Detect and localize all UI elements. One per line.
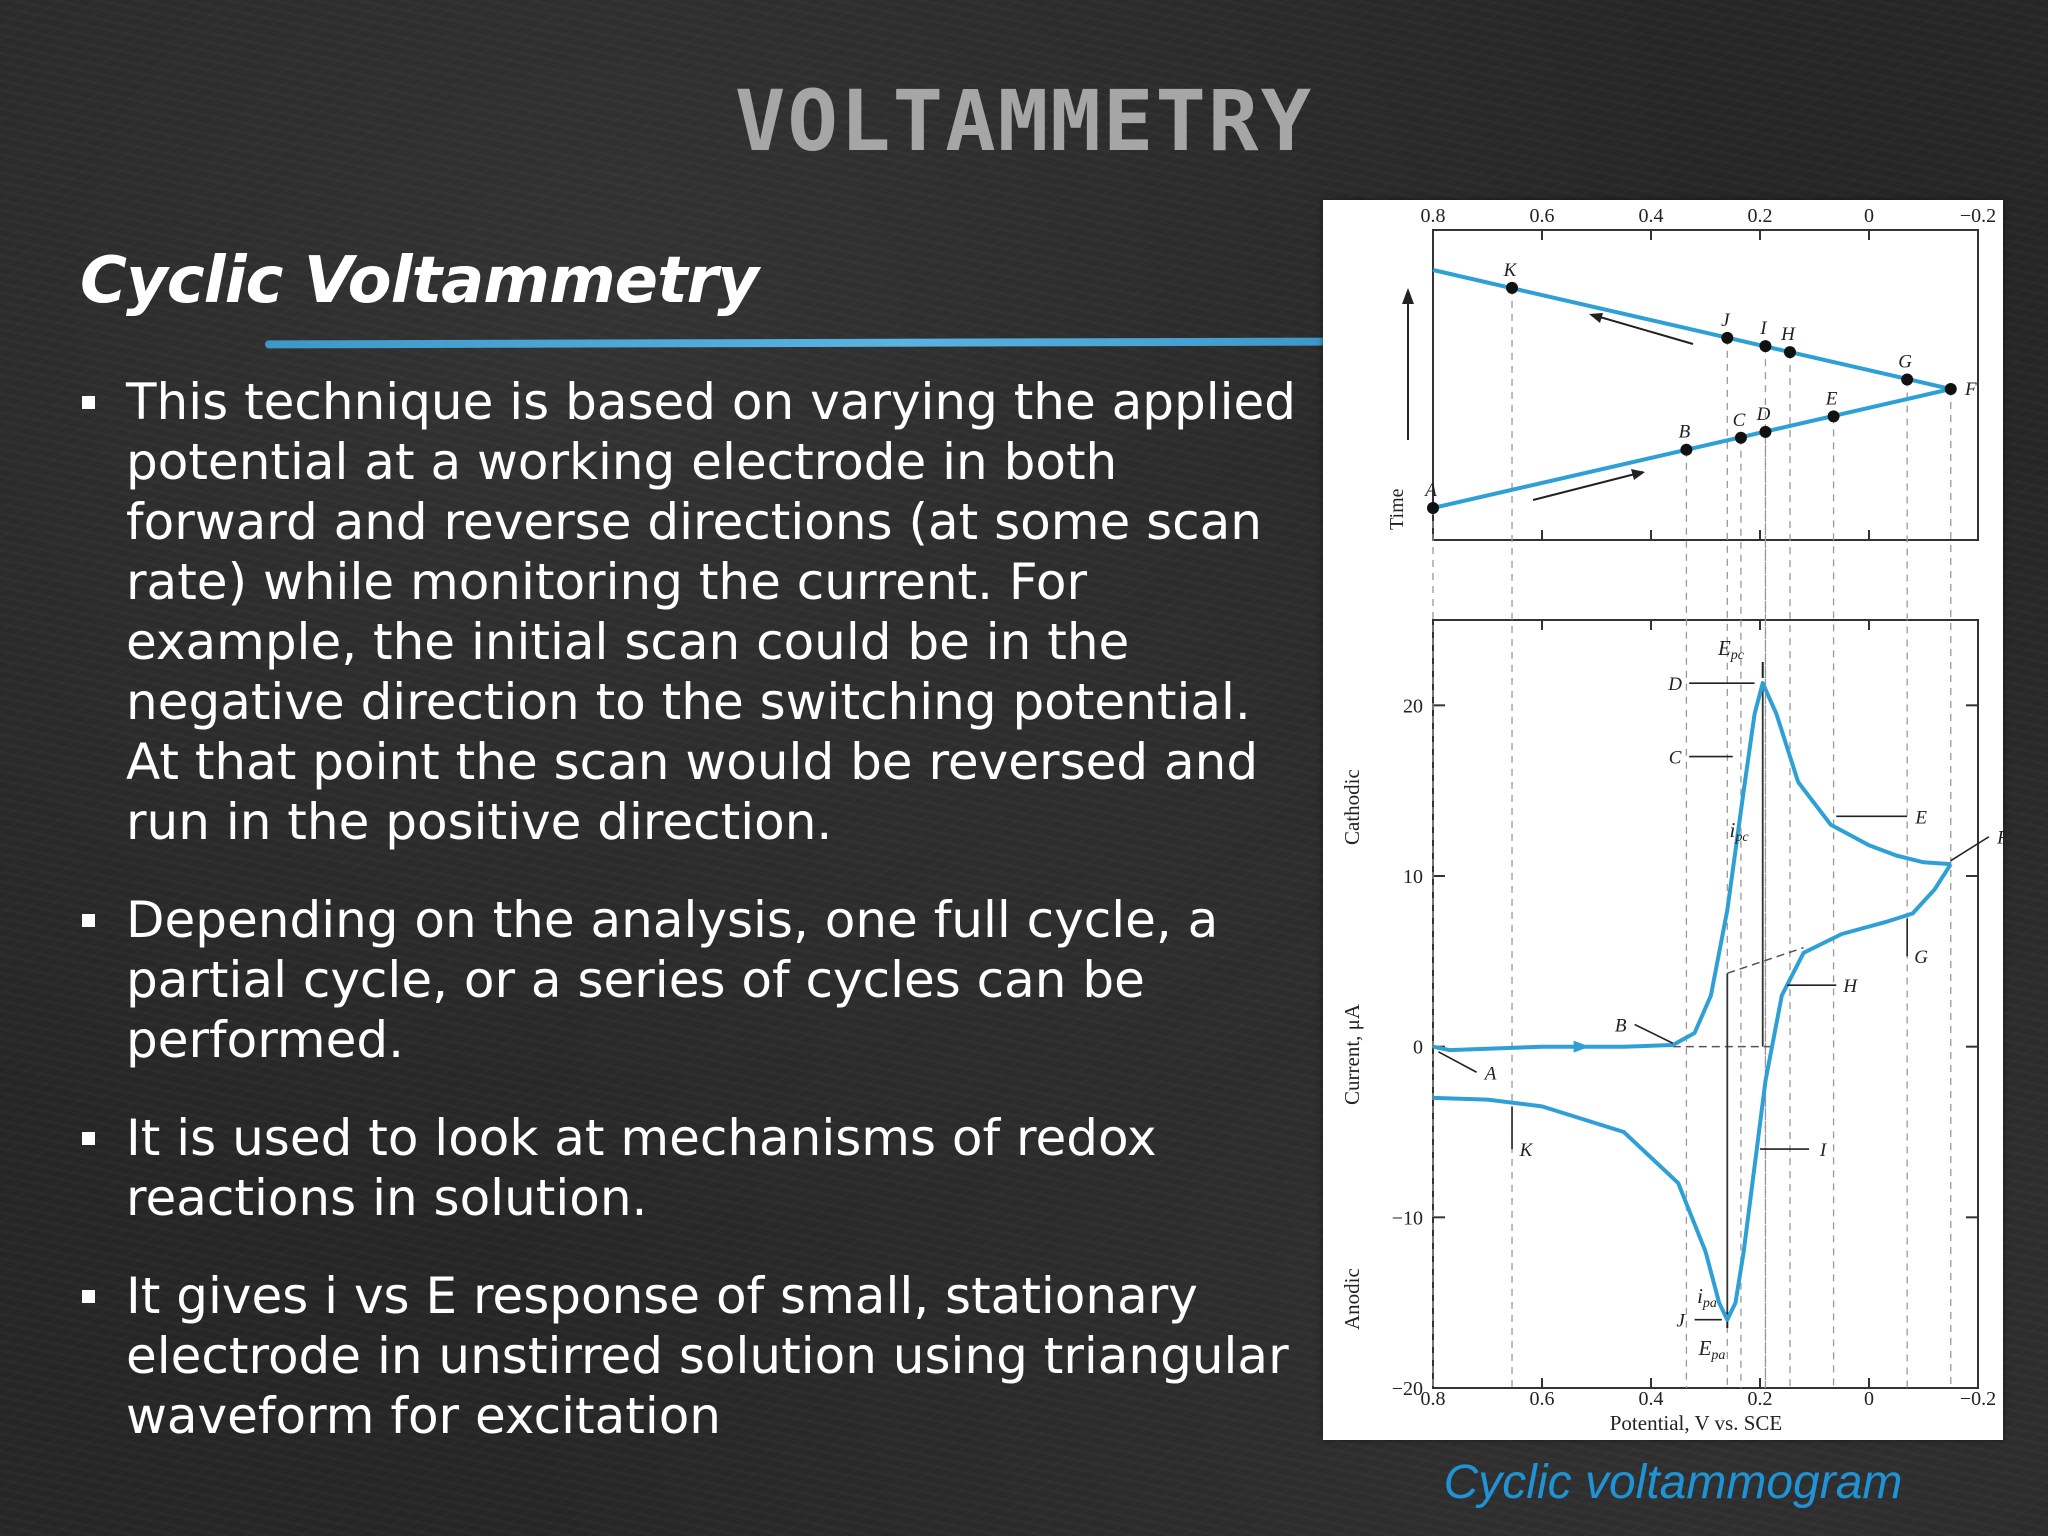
y-tick-label: 0 (1413, 1036, 1423, 1059)
bullet-item (80, 1108, 1300, 1228)
chart-caption: Cyclic voltammogram (1443, 1456, 1903, 1509)
bullet-square-icon (82, 914, 95, 927)
excitation-point-label: E (1825, 388, 1838, 410)
annotation-pointer-f (1951, 837, 1989, 861)
excitation-point-label: B (1678, 421, 1691, 443)
excitation-point-label: C (1732, 409, 1746, 431)
top-tick-label: 0.4 (1638, 205, 1664, 227)
epa-label-main: E (1698, 1336, 1712, 1360)
annotation-label-a: A (1484, 1063, 1497, 1085)
ipc-label-subscript: pc (1735, 830, 1749, 845)
excitation-point-a (1427, 502, 1439, 514)
bullet-text: It gives i vs E response of small, stationary electrode in unstirred solution using triangular waveform for excitation (126, 1267, 1289, 1445)
excitation-point-label: F (1964, 379, 1977, 400)
annotation-pointer-a (1438, 1052, 1476, 1072)
bullet-square-icon (82, 1132, 95, 1145)
excitation-point-e (1828, 410, 1840, 422)
excitation-point-j (1721, 332, 1733, 344)
excitation-point-f (1945, 383, 1957, 395)
bottom-tick-label: 0.2 (1747, 1388, 1773, 1410)
epc-label-main: E (1717, 636, 1731, 660)
forward-arrowhead-icon (1631, 469, 1645, 480)
annotation-label-c: C (1668, 747, 1682, 769)
time-axis-label: Time (1386, 488, 1408, 530)
excitation-point-d (1759, 426, 1771, 438)
bottom-tick-label: 0.4 (1638, 1388, 1664, 1410)
bullet-item (80, 1266, 1300, 1446)
cyclic-voltammogram-figure (1323, 200, 2009, 1440)
excitation-point-label: I (1760, 318, 1767, 340)
annotation-label-f: F (1997, 827, 2009, 849)
bullet-text: Depending on the analysis, one full cycle, a partial cycle, or a series of cycles can be performed. (126, 891, 1219, 1069)
annotation-label-k: K (1519, 1140, 1533, 1162)
chart-panel (1323, 200, 2009, 1440)
excitation-point-label: J (1721, 309, 1730, 331)
excitation-point-i (1759, 340, 1771, 352)
epa-label-subscript: pa (1711, 1348, 1726, 1363)
top-tick-label: 0 (1864, 205, 1874, 227)
bottom-tick-label: 0 (1864, 1388, 1874, 1410)
bullet-item (80, 890, 1300, 1070)
section-heading: Cyclic Voltammetry (80, 244, 758, 318)
bottom-tick-label: 0.8 (1420, 1388, 1446, 1410)
annotation-label-b: B (1614, 1015, 1627, 1037)
time-axis-arrowhead-icon (1402, 288, 1414, 304)
ipc-label-main: i (1729, 818, 1736, 842)
top-tick-label: 0.8 (1420, 205, 1446, 227)
reverse-arrowhead-icon (1589, 313, 1603, 323)
excitation-point-g (1901, 373, 1913, 385)
excitation-point-c (1735, 432, 1747, 444)
annotation-label-i: I (1819, 1140, 1827, 1162)
top-tick-label: 0.2 (1747, 205, 1773, 227)
excitation-point-label: K (1503, 259, 1517, 281)
y-tick-label: 10 (1403, 866, 1423, 888)
annotation-label-d: D (1668, 674, 1683, 696)
epc-label-subscript: pc (1730, 648, 1745, 663)
excitation-point-h (1784, 346, 1796, 358)
excitation-point-label: D (1756, 403, 1771, 425)
annotation-pointer-b (1635, 1024, 1673, 1043)
bullet-text: This technique is based on varying the applied potential at a working electrode in both forward and reverse directions (at some scan rate) while monitoring the current. For example, the initial scan could be in the negative direction to the switching potential. At that point the scan would be reversed and run in the positive direction. (126, 373, 1297, 851)
forward-scan-direction-arrow (1533, 472, 1643, 500)
annotation-label-j: J (1676, 1310, 1685, 1332)
bullet-text: It is used to look at mechanisms of redox reactions in solution. (126, 1109, 1157, 1227)
excitation-point-label: A (1425, 480, 1437, 501)
ipa-label-subscript: pa (1702, 1296, 1717, 1311)
excitation-point-b (1680, 444, 1692, 456)
excitation-point-label: G (1898, 351, 1913, 373)
y-tick-label: 20 (1403, 695, 1423, 718)
annotation-label-h: H (1843, 976, 1858, 998)
top-tick-label: 0.6 (1529, 205, 1555, 227)
current-axis-label: Current, μA (1340, 1003, 1364, 1105)
top-tick-label: −0.2 (1959, 205, 1997, 227)
y-tick-label: −20 (1391, 1378, 1423, 1400)
excitation-point-k (1506, 282, 1518, 294)
anodic-region-label: Anodic (1340, 1268, 1364, 1330)
bullet-item (80, 372, 1300, 852)
annotation-label-e: E (1915, 807, 1927, 829)
epa-label (1698, 1336, 1726, 1363)
forward-scan-curve (1433, 683, 1951, 1050)
reverse-scan-curve (1433, 864, 1951, 1320)
ipa-label-main: i (1697, 1284, 1703, 1308)
cathodic-region-label: Cathodic (1340, 769, 1364, 845)
slide-title: VOLTAMMETRY (734, 72, 1314, 170)
bottom-tick-label: 0.6 (1529, 1388, 1555, 1410)
bullet-square-icon (82, 396, 95, 409)
bullet-list (80, 372, 1300, 1484)
potential-axis-label: Potential, V vs. SCE (1609, 1411, 1783, 1435)
bottom-tick-label: −0.2 (1959, 1388, 1997, 1410)
heading-underline (265, 338, 1325, 349)
bullet-square-icon (82, 1290, 95, 1303)
annotation-label-g: G (1914, 947, 1929, 969)
epc-label (1717, 636, 1745, 663)
y-tick-label: −10 (1391, 1207, 1423, 1230)
excitation-point-label: H (1781, 324, 1795, 346)
